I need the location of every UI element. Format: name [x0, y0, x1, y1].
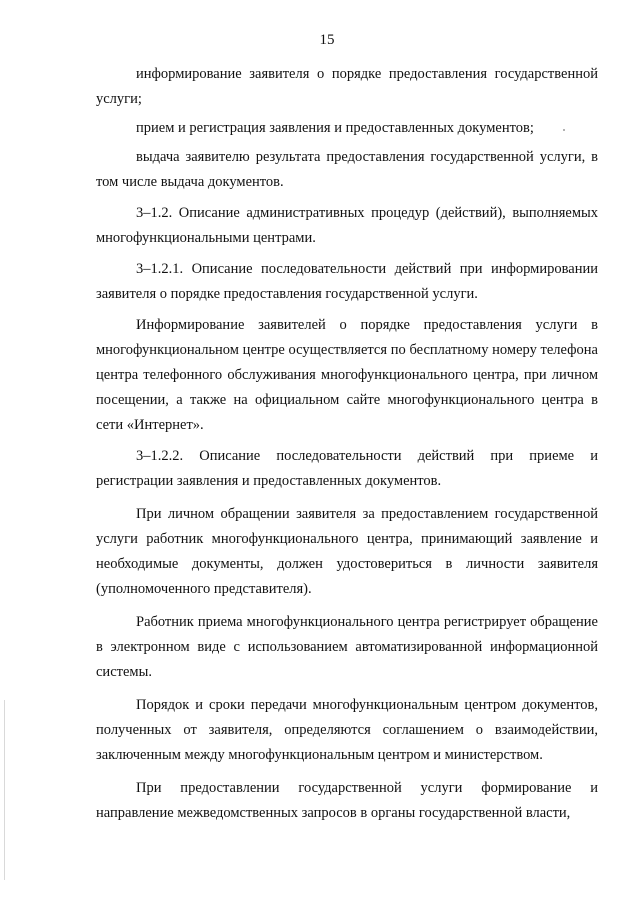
scan-speck [563, 129, 565, 131]
paragraph-section-3-1-2-2: 3–1.2.2. Описание последовательности действий при приеме и регистрации заявления и предоставленных документов. [96, 448, 598, 489]
paragraph-issuance-result: выдача заявителю результата предоставления государственной услуги, в том числе выдача документов. [96, 149, 598, 190]
paragraph-transfer-procedure: Порядок и сроки передачи многофункциональным центром документов, полученных от заявителя, определяются соглашением о взаимодействии, заключенным между многофункциональным центром и министерством. [96, 697, 598, 763]
paragraph-personal-appeal: При личном обращении заявителя за предоставлением государственной услуги работник многофункционального центра, принимающий заявление и необходимые документы, должен удостовериться в личности заявителя (уполномоченного представителя). [96, 506, 598, 597]
document-body [96, 62, 598, 826]
paragraph-informing-applicant: информирование заявителя о порядке предоставления государственной услуги; [96, 66, 598, 107]
scan-margin-line [4, 700, 5, 880]
paragraph-interdepartmental-requests: При предоставлении государственной услуги формирование и направление межведомственных запросов в органы государственной власти, [96, 780, 598, 821]
paragraph-section-3-1-2: 3–1.2. Описание административных процедур (действий), выполняемых многофункциональными центрами. [96, 205, 598, 246]
page-number: 15 [319, 32, 335, 48]
paragraph-section-3-1-2-1: 3–1.2.1. Описание последовательности действий при информировании заявителя о порядке предоставления государственной услуги. [96, 261, 598, 302]
paragraph-reception-worker: Работник приема многофункционального центра регистрирует обращение в электронном виде с использованием автоматизированной информационной системы. [96, 614, 598, 680]
paragraph-reception-registration: прием и регистрация заявления и предоставленных документов; [136, 120, 534, 136]
paragraph-informing-applicants-mfc: Информирование заявителей о порядке предоставления услуги в многофункциональном центре осуществляется по бесплатному номеру телефона центра телефонного обслуживания многофункционального центра, при личном посещении, а также на официальном сайте многофункционального центра в сети «Интернет». [96, 317, 598, 433]
